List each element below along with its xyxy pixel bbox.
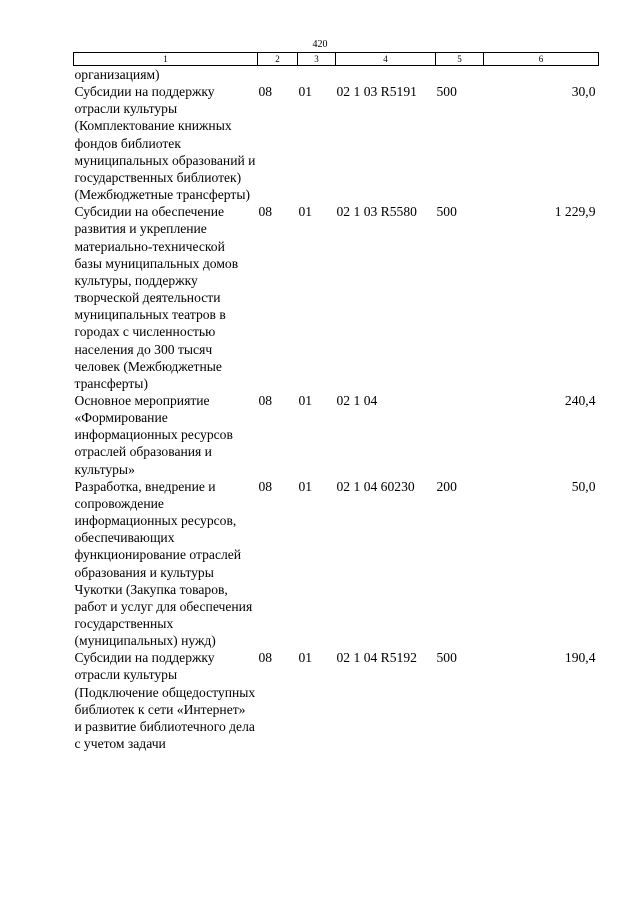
column-header-2: 2 — [258, 53, 298, 66]
row-amount: 190,4 — [564, 650, 596, 666]
row-section: 08 — [258, 392, 273, 408]
row-name: Субсидии на поддержку отрасли культуры (Подключение общедоступных библиотек к сети «Интернет» и развитие библиотечного дела с учетом задачи — [74, 650, 256, 752]
row-section: 08 — [258, 84, 273, 100]
row-amount: 30,0 — [571, 84, 596, 100]
table-body — [74, 66, 599, 753]
column-header-1: 1 — [74, 53, 258, 66]
row-subsection: 01 — [298, 84, 313, 100]
row-expense-type: 500 — [436, 84, 457, 100]
row-name: Субсидии на поддержку отрасли культуры (Комплектование книжных фондов библиотек муниципальных образований и государственных библиотек) (Межбюджетные трансферты) — [74, 84, 256, 203]
row-name: Субсидии на обеспечение развития и укрепление материально-технической базы муниципальных домов культуры, поддержку творческой деятельности муниципальных театров в городах с численностью населения до 300 тысяч человек (Межбюджетные трансферты) — [74, 204, 239, 391]
row-subsection: 01 — [298, 392, 313, 408]
row-target-article: 02 1 04 60230 — [336, 478, 415, 494]
row-section: 08 — [258, 204, 273, 220]
row-name: Основное мероприятие «Формирование информационных ресурсов отраслей образования и культуры» — [74, 392, 233, 477]
row-target-article: 02 1 04 — [336, 392, 378, 408]
row-subsection: 01 — [298, 478, 313, 494]
row-section: 08 — [258, 650, 273, 666]
row-expense-type: 200 — [436, 478, 457, 494]
column-header-4: 4 — [336, 53, 436, 66]
budget-table — [73, 52, 599, 752]
row-amount: 240,4 — [564, 392, 596, 408]
continuation-row — [74, 66, 599, 84]
row-target-article: 02 1 04 R5192 — [336, 650, 417, 666]
page-number: 420 — [312, 39, 328, 50]
row-section: 08 — [258, 478, 273, 494]
row-target-article: 02 1 03 R5580 — [336, 204, 417, 220]
table-row — [74, 392, 599, 478]
column-header-5: 5 — [436, 53, 484, 66]
table-row — [74, 83, 599, 203]
row-expense-type: 500 — [436, 204, 457, 220]
row-subsection: 01 — [298, 650, 313, 666]
continuation-text: организациям) — [74, 67, 160, 82]
row-amount: 50,0 — [571, 478, 596, 494]
row-expense-type — [436, 392, 484, 478]
table-header — [74, 53, 599, 66]
column-header-3: 3 — [298, 53, 336, 66]
table-row — [74, 649, 599, 752]
row-expense-type: 500 — [436, 650, 457, 666]
row-name: Разработка, внедрение и сопровождение информационных ресурсов, обеспечивающих функционирование отраслей образования и культуры Чукотки (Закупка товаров, работ и услуг для обеспечения государственных (муниципальных) нужд) — [74, 478, 253, 649]
table-row — [74, 203, 599, 392]
table-row — [74, 478, 599, 650]
row-subsection: 01 — [298, 204, 313, 220]
row-target-article: 02 1 03 R5191 — [336, 84, 417, 100]
header-row — [74, 53, 599, 66]
column-header-6: 6 — [484, 53, 599, 66]
row-amount: 1 229,9 — [554, 204, 596, 220]
